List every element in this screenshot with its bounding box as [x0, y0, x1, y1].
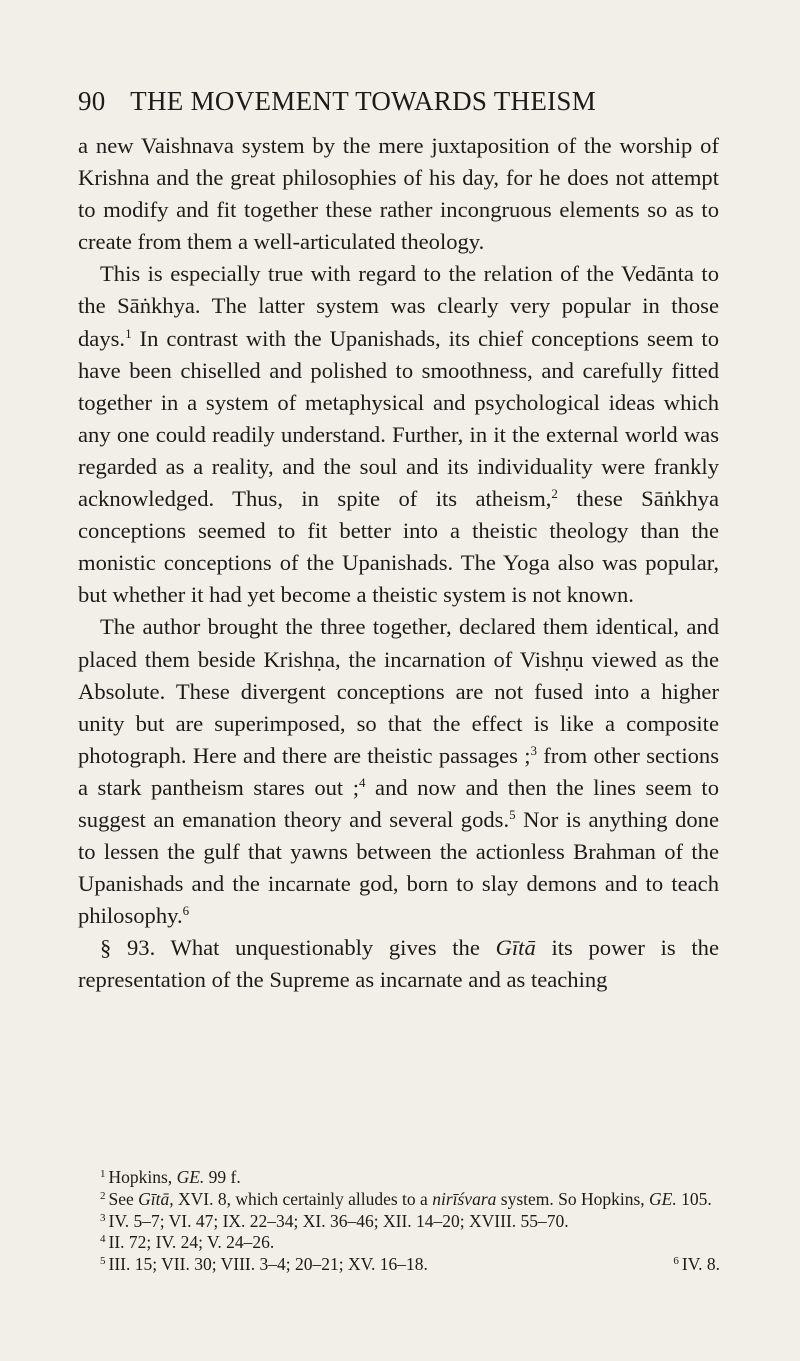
footnote-5-mark: 5	[100, 1255, 106, 1268]
footnote-ref-3: 3	[530, 742, 537, 758]
paragraph-2	[78, 258, 719, 611]
running-header	[78, 84, 728, 118]
footnote-2-text-b: XVI. 8, which certainly alludes to a	[173, 1188, 433, 1209]
footnote-2-italic-b: nirīśvara	[432, 1188, 497, 1209]
footnote-5	[78, 1254, 720, 1276]
paragraph-4	[78, 932, 719, 996]
paragraph-3-part-2: from other sections a stark pantheism stares out ;	[78, 742, 720, 800]
paragraph-4-part-1: What unquestionably gives the	[155, 935, 496, 961]
main-text	[78, 130, 719, 997]
running-title: THE MOVEMENT TOWARDS THEISM	[130, 86, 597, 116]
paragraph-2-part-2: In contrast with the Upanishads, its chief conceptions seem to have been chiselled and polished to smoothness, and carefully fitted together in a system of metaphysical and psychological ideas which any one could readily understand. Further, in it the external world was regarded as a reality, and the soul and its individuality were frankly acknowledged. Thus, in spite of its atheism,	[78, 325, 719, 512]
footnote-6-text: IV. 8.	[681, 1254, 720, 1275]
footnote-2-text-c: system. So Hopkins,	[496, 1188, 650, 1209]
footnote-6	[651, 1254, 720, 1276]
footnote-1-italic: GE.	[176, 1167, 205, 1187]
footnote-2-text-a: See	[108, 1188, 139, 1209]
footnote-ref-4: 4	[359, 774, 366, 790]
footnote-5-text: III. 15; VII. 30; VIII. 3–4; 20–21; XV. 16–18.	[108, 1254, 428, 1275]
footnote-2-mark: 2	[100, 1189, 106, 1202]
section-mark: § 93.	[100, 935, 156, 961]
footnote-2-italic-a: Gītā,	[138, 1188, 174, 1209]
paragraph-2-part-1: This is especially true with regard to the relation of the Vedānta to the Sāṅkhya. The latter system was clearly very popular in those days.	[78, 261, 719, 351]
footnote-ref-1: 1	[125, 325, 132, 341]
footnote-6-mark: 6	[673, 1255, 679, 1268]
footnote-4-mark: 4	[100, 1233, 106, 1246]
footnote-4-text: II. 72; IV. 24; V. 24–26.	[108, 1232, 275, 1253]
paragraph-3-part-3: and now and then the lines seem to suggest an emanation theory and several gods.	[78, 774, 719, 832]
paragraph-3-part-4: Nor is anything done to lessen the gulf that yawns between the actionless Brahman of the Upanishads and the incarnate god, born to slay demons and to teach philosophy.	[78, 806, 719, 929]
footnote-4	[78, 1232, 720, 1254]
paragraph-1	[78, 130, 719, 258]
footnote-1-mark: 1	[100, 1168, 106, 1180]
footnote-1-text-a: Hopkins,	[108, 1167, 177, 1187]
footnote-2-text-d: 105.	[676, 1188, 712, 1209]
footnote-ref-6: 6	[182, 903, 190, 919]
footnote-2	[78, 1189, 720, 1211]
gita-title: Gītā	[495, 935, 536, 961]
footnote-ref-2: 2	[551, 486, 558, 502]
footnote-3-text: IV. 5–7; VI. 47; IX. 22–34; XI. 36–46; XII. 14–20; XVIII. 55–70.	[108, 1210, 569, 1231]
paragraph-1-text: a new Vaishnava system by the mere juxtaposition of the worship of Krishna and the great philosophies of his day, for he does not attempt to modify and fit together these rather incongruous elements so as to create from them a well-articulated theology.	[78, 133, 719, 255]
footnote-2-italic-c: GE.	[649, 1188, 677, 1209]
footnote-1	[78, 1167, 720, 1189]
paragraph-4-part-2: its power is the representation of the Supreme as incarnate and as teaching	[78, 935, 720, 993]
page-number: 90	[78, 86, 106, 116]
footnote-3	[78, 1211, 720, 1233]
footnote-ref-5: 5	[509, 806, 516, 822]
footnotes	[78, 1167, 720, 1276]
footnote-3-mark: 3	[100, 1211, 106, 1224]
paragraph-2-part-3: these Sāṅkhya conceptions seemed to fit better into a theistic theology than the monistic conceptions of the Upanishads. The Yoga also was popular, but whether it had yet become a theistic system is not known.	[78, 486, 719, 608]
paragraph-3-part-1: The author brought the three together, declared them identical, and placed them beside Krishṇa, the incarnation of Vishṇu viewed as the Absolute. These divergent conceptions are not fused into a higher unity but are superimposed, so that the effect is like a composite photograph. Here and there are theistic passages ;	[78, 614, 719, 768]
footnote-1-text-b: 99 f.	[204, 1167, 241, 1187]
paragraph-3	[78, 611, 719, 932]
